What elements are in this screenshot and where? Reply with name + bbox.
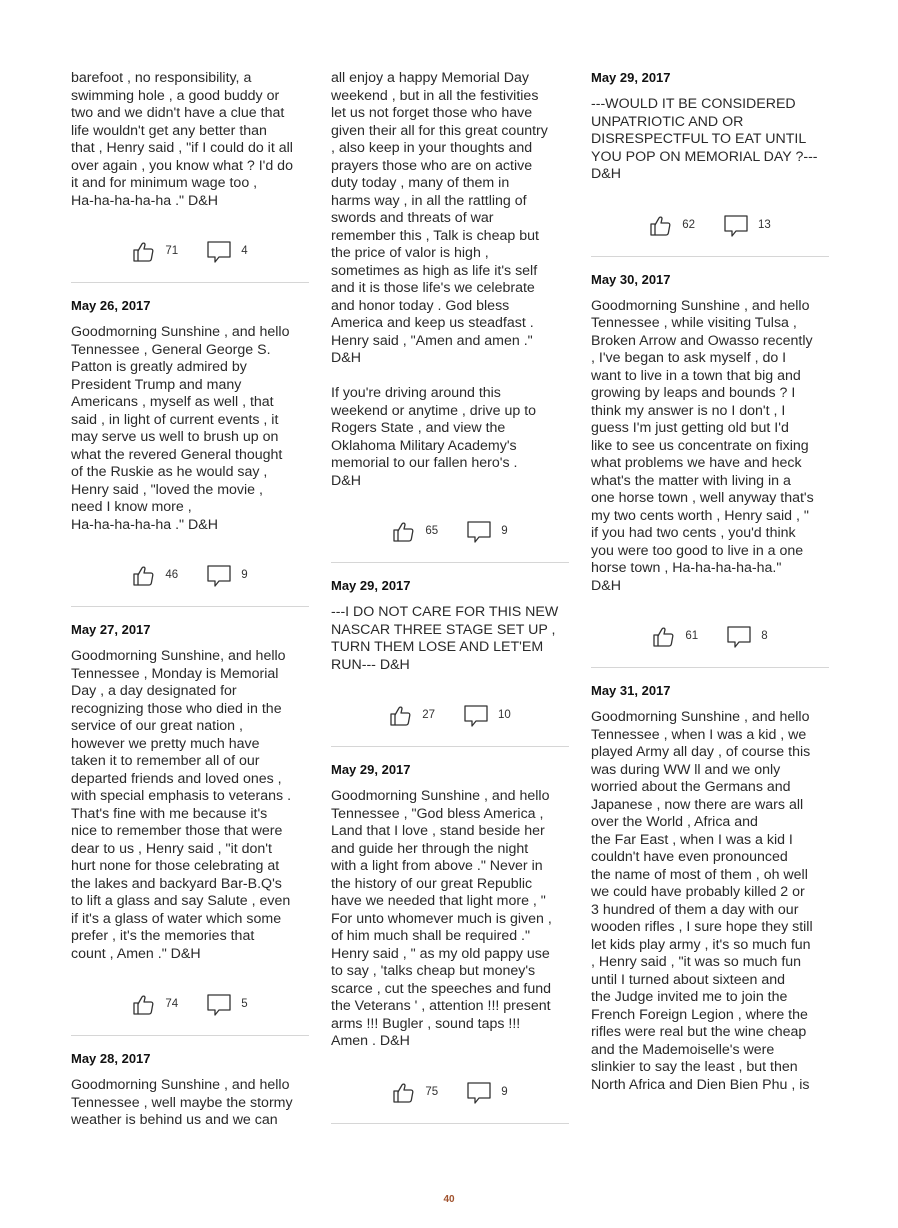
like-count: 62 (682, 218, 695, 231)
post (331, 762, 569, 1124)
divider (331, 562, 569, 563)
like-button[interactable] (392, 1081, 438, 1105)
like-count: 74 (165, 998, 179, 1011)
post-date: May 27, 2017 (71, 622, 151, 637)
speech-bubble-icon (466, 1081, 492, 1105)
like-button[interactable] (389, 704, 435, 728)
like-button[interactable] (132, 240, 178, 264)
post (71, 70, 309, 283)
like-button[interactable] (649, 214, 695, 238)
post-meta (331, 702, 569, 730)
post (331, 578, 569, 747)
post (71, 298, 309, 607)
divider (71, 606, 309, 607)
post-meta (591, 623, 829, 651)
post-meta (591, 212, 829, 240)
post (591, 272, 829, 669)
like-count: 46 (165, 569, 179, 582)
post-text: ---I DO NOT CARE FOR THIS NEW NASCAR THREE STAGE SET UP , TURN THEM LOSE AND LET'EM RUN--- D&H (331, 604, 559, 673)
thumbs-up-icon (652, 625, 676, 649)
divider (591, 256, 829, 257)
comment-button[interactable] (466, 1081, 507, 1105)
thumbs-up-icon (389, 704, 413, 728)
comment-count: 5 (241, 998, 248, 1011)
like-count: 65 (425, 525, 439, 538)
post-date: May 28, 2017 (71, 1051, 151, 1066)
comment-count: 9 (501, 525, 508, 538)
post-date: May 26, 2017 (71, 298, 151, 313)
speech-bubble-icon (206, 564, 232, 588)
post-text: ---WOULD IT BE CONSIDERED UNPATRIOTIC AND OR DISRESPECTFUL TO EAT UNTIL YOU POP ON MEMORIAL DAY ?--- D&H (591, 96, 818, 182)
post-text: all enjoy a happy Memorial Day weekend , but in all the festivities let us not forget those who have given their all for this great country , also keep in your thoughts and prayers those who are on active duty today , many of them in harms way , in all the rattling of swords and threats of war remember this , Talk is cheap but the price of valor is high , sometimes as high as life it's self and it is those life's we celebrate and honor today . God bless America and keep us steadfast . Henry said , "Amen and amen ." D&H If you're driving around this weekend or anytime , drive up to Rogers State , and view the Oklahoma Military Academy's memorial to our fallen hero's . D&H (331, 70, 548, 489)
post-text: Goodmorning Sunshine , and hello Tennessee , when I was a kid , we played Army all day , of course this was during WW ll and we only worried about the Germans and Japanese , now there are wars all over the World , Africa and the Far East , when I was a kid I couldn't have even pronounced the name of most of them , oh well we could have probably killed 2 or 3 hundred of them a day with our wooden rifles , I sure hope they still let kids play army , it's so much fun , Henry said , "it was so much fun until I turned about sixteen and the Judge invited me to join the French Foreign Legion , where the rifles were real but the wine cheap and the Mademoiselle's were slinkier to say the least , but then North Africa and Dien Bien Phu , is (591, 709, 813, 1093)
column-3 (591, 70, 829, 1094)
divider (71, 282, 309, 283)
divider (71, 1035, 309, 1036)
like-button[interactable] (392, 520, 438, 544)
thumbs-up-icon (132, 564, 156, 588)
post-date: May 30, 2017 (591, 271, 671, 287)
post-meta (71, 238, 309, 266)
comment-count: 4 (241, 245, 248, 258)
comment-count: 8 (761, 630, 768, 643)
post-date: May 31, 2017 (591, 683, 671, 698)
like-count: 71 (165, 245, 179, 258)
divider (331, 1123, 569, 1124)
divider (591, 667, 829, 668)
post-text: Goodmorning Sunshine , and hello Tennessee , while visiting Tulsa , Broken Arrow and Owasso recently , I've began to ask myself , do I want to live in a town that big and growing by leaps and bounds ? I think my answer is no I don't , I guess I'm just getting old but I'd like to see us concentrate on fixing what problems we have and heck what's the matter with living in a one horse town , well anyway that's my two cents worth , Henry said , " if you had two cents , you'd think you were too good to live in a one horse town , Ha-ha-ha-ha-ha." D&H (591, 297, 814, 594)
comment-count: 9 (501, 1085, 508, 1098)
comment-button[interactable] (206, 240, 247, 264)
like-count: 75 (425, 1085, 439, 1098)
thumbs-up-icon (649, 214, 673, 238)
thumbs-up-icon (392, 520, 416, 544)
post-text: Goodmorning Sunshine , and hello Tennessee , "God bless America , Land that I love , stand beside her and guide her through the night with a light from above ." Never in the history of our great Republic have we needed that light more , " For unto whomever much is given , of him much shall be required ." Henry said , " as my old pappy use to say , 'talks cheap but money's scarce , cut the speeches and fund the Veterans ' , attention !!! present arms !!! Bugler , sound taps !!! Amen . D&H (331, 788, 552, 1049)
like-button[interactable] (132, 564, 178, 588)
like-count: 27 (422, 709, 435, 722)
post (71, 622, 309, 1036)
post (591, 683, 829, 1094)
post-date: May 29, 2017 (331, 762, 411, 777)
thumbs-up-icon (132, 993, 156, 1017)
page-number: 40 (443, 1194, 455, 1205)
comment-count: 10 (498, 709, 511, 722)
divider (331, 746, 569, 747)
speech-bubble-icon (463, 704, 489, 728)
post-text: Goodmorning Sunshine , and hello Tennessee , General George S. Patton is greatly admired by President Trump and many Americans , myself as well , that said , in light of current events , it may serve us well to brush up on what the revered General thought of the Ruskie as he would say , Henry said , "loved the movie , need I know more , Ha-ha-ha-ha-ha ." D&H (71, 324, 290, 533)
column-1 (71, 70, 309, 1130)
comment-button[interactable] (463, 704, 511, 728)
post-text: Goodmorning Sunshine, and hello Tennessee , Monday is Memorial Day , a day designated for recognizing those who died in the service of our great nation , however we pretty much have taken it to remember all of our departed friends and loved ones , with special emphasis to veterans . That's fine with me because it's nice to remember those that were dear to us , Henry said , "it don't hurt none for those celebrating at the lakes and backyard Bar-B.Q's to lift a glass and say Salute , even if it's a glass of water which some prefer , it's the memories that count , Amen ." D&H (71, 648, 292, 962)
post-date: May 29, 2017 (331, 578, 411, 593)
speech-bubble-icon (723, 214, 749, 238)
comment-button[interactable] (206, 993, 247, 1017)
post (71, 1051, 309, 1130)
post-text: barefoot , no responsibility, a swimming hole , a good buddy or two and we didn't have a clue that life wouldn't get any better than that , Henry said , "if I could do it all over again , you know what ? I'd do it and for minimum wage too , Ha-ha-ha-ha-ha ." D&H (71, 70, 293, 209)
post-text: Goodmorning Sunshine , and hello Tennessee , well maybe the stormy weather is behind us and we can (71, 1077, 293, 1128)
post (331, 70, 569, 563)
comment-count: 13 (758, 218, 771, 231)
like-button[interactable] (652, 625, 698, 649)
thumbs-up-icon (132, 240, 156, 264)
post (591, 70, 829, 257)
post-meta (331, 1079, 569, 1107)
comment-count: 9 (241, 569, 248, 582)
post-meta (71, 562, 309, 590)
speech-bubble-icon (466, 520, 492, 544)
column-2 (331, 70, 569, 1139)
post-meta (331, 518, 569, 546)
comment-button[interactable] (206, 564, 247, 588)
post-date: May 29, 2017 (591, 70, 671, 85)
speech-bubble-icon (726, 625, 752, 649)
speech-bubble-icon (206, 993, 232, 1017)
comment-button[interactable] (726, 625, 767, 649)
comment-button[interactable] (466, 520, 507, 544)
like-button[interactable] (132, 993, 178, 1017)
post-meta (71, 991, 309, 1019)
speech-bubble-icon (206, 240, 232, 264)
comment-button[interactable] (723, 214, 771, 238)
thumbs-up-icon (392, 1081, 416, 1105)
like-count: 61 (685, 630, 699, 643)
